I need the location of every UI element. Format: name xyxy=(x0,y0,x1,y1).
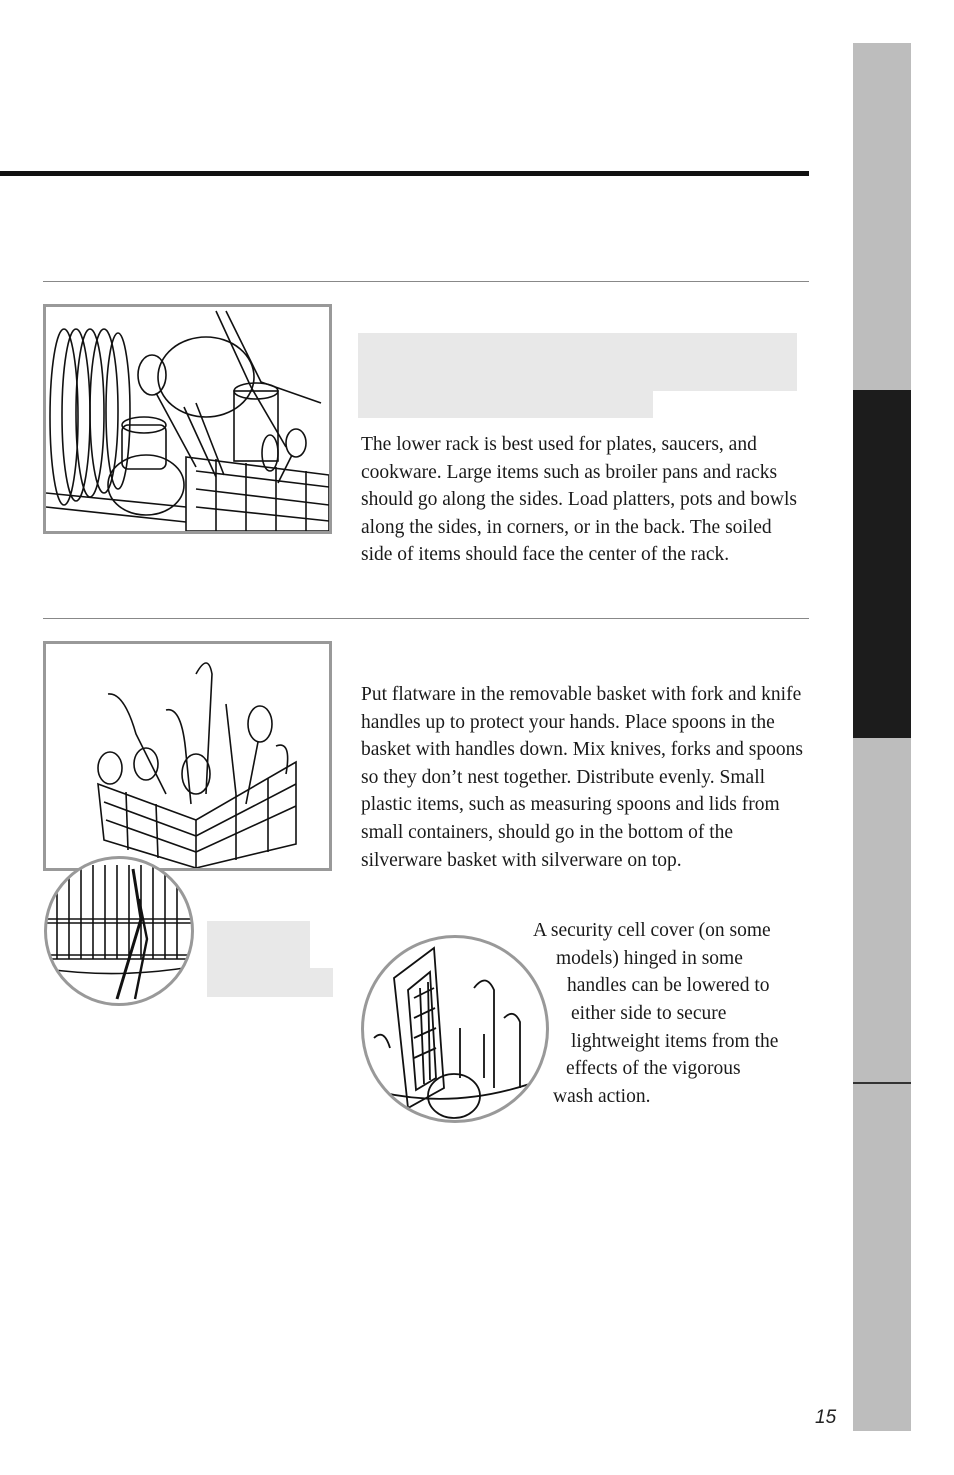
lower-rack-paragraph: The lower rack is best used for plates, saucers, and cookware. Large items such as broiler pans and racks should go along the sides. Load platters, pots and bowls along the sides, in corners, or in the back. The soiled side of items should face the center of the rack. xyxy=(361,434,797,566)
lower-rack-illustration xyxy=(43,304,332,534)
silverware-basket-drawing xyxy=(46,644,329,868)
security-cell-line-4: either side to secure xyxy=(571,1003,727,1024)
basket-grid-drawing xyxy=(47,859,191,1003)
section-rule-middle xyxy=(43,618,809,619)
security-cell-line-2: models) hinged in some xyxy=(556,948,743,969)
basket-caption-bar-tail xyxy=(207,968,333,997)
security-cell-line-1: A security cell cover (on some xyxy=(533,920,771,941)
sidebar-tab-top xyxy=(853,43,911,390)
basket-caption-bar xyxy=(207,921,310,968)
security-cell-drawing xyxy=(364,938,546,1120)
lower-rack-description xyxy=(361,431,801,569)
sidebar-tab-bottom xyxy=(853,1084,911,1431)
security-cell-circle xyxy=(361,935,549,1123)
dish-rack-drawing xyxy=(46,307,329,531)
basket-detail-circle xyxy=(44,856,194,1006)
security-cell-line-6: effects of the vigorous xyxy=(566,1058,741,1079)
page-number: 15 xyxy=(815,1407,837,1428)
sidebar-tab-active xyxy=(853,390,911,738)
lower-rack-heading-bar-tail xyxy=(358,391,653,418)
security-cell-line-3: handles can be lowered to xyxy=(567,975,770,996)
header-rule xyxy=(0,171,809,176)
silverware-basket-illustration xyxy=(43,641,332,871)
section-rule-top xyxy=(43,281,809,282)
silverware-description xyxy=(361,681,811,874)
security-cell-line-5: lightweight items from the xyxy=(571,1031,779,1052)
silverware-paragraph: Put flatware in the removable basket with fork and knife handles up to protect your hands. Place spoons in the basket with handles down. Mix knives, forks and spoons so they don’t nest together. Distribute evenly. Small plastic items, such as measuring spoons and lids from small containers, should go in the bottom of the silverware basket with silverware on top. xyxy=(361,684,803,871)
lower-rack-heading-bar xyxy=(358,333,797,391)
security-cell-line-7: wash action. xyxy=(553,1086,651,1107)
sidebar-tab-middle xyxy=(853,738,911,1082)
